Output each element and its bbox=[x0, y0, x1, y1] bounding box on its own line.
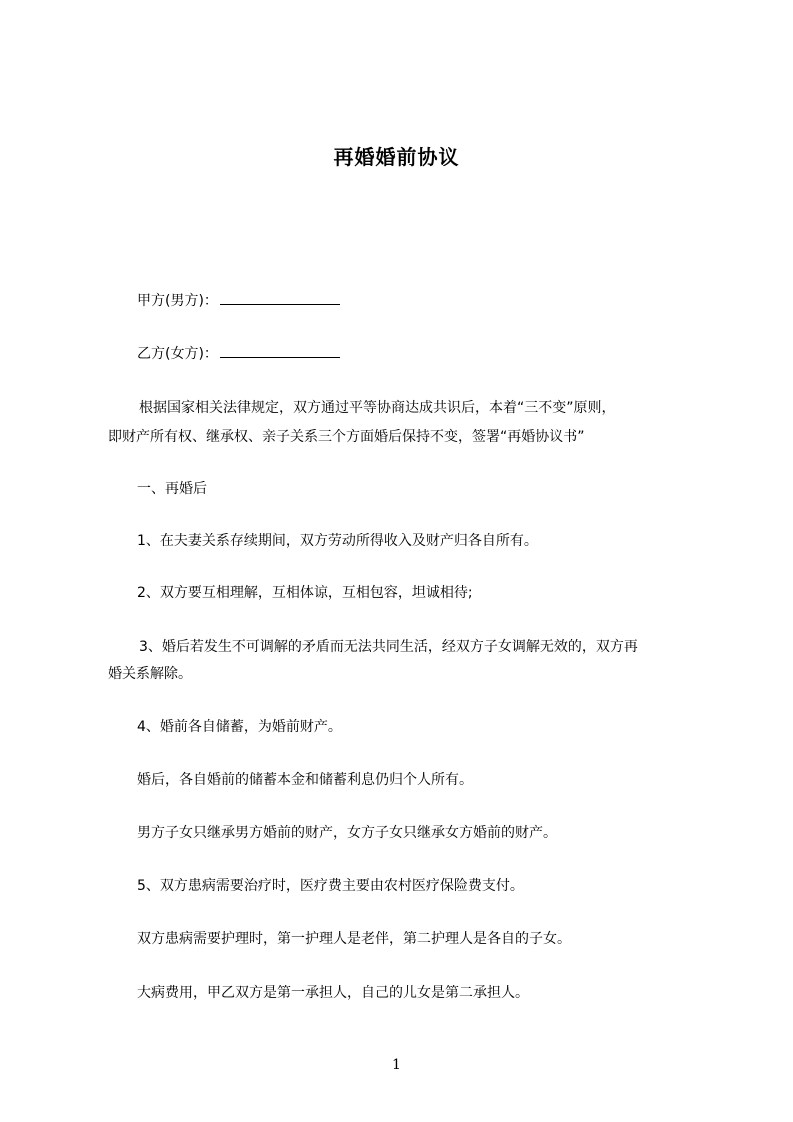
clause-1: 1、在夫妻关系存续期间，双方劳动所得收入及财产归各自所有。 bbox=[137, 533, 538, 549]
party-b-blank bbox=[220, 342, 340, 358]
party-b-label: 乙方(女方)： bbox=[137, 346, 218, 362]
clause-4: 4、婚前各自储蓄，为婚前财产。 bbox=[137, 719, 342, 735]
party-a-line bbox=[137, 289, 340, 313]
party-a-blank bbox=[220, 289, 340, 305]
clause-5-paragraph-3: 大病费用，甲乙双方是第一承担人，自己的儿女是第二承担人。 bbox=[137, 985, 529, 1001]
clause-3-line-2: 婚关系解除。 bbox=[108, 666, 192, 682]
clause-5: 5、双方患病需要治疗时，医疗费主要由农村医疗保险费支付。 bbox=[137, 878, 524, 894]
section-1-heading: 一、再婚后 bbox=[137, 481, 207, 497]
page-number: 1 bbox=[392, 1057, 401, 1073]
party-a-label: 甲方(男方)： bbox=[137, 293, 218, 309]
intro-line-1: 根据国家相关法律规定，双方通过平等协商达成共识后，本着“三不变”原则， bbox=[139, 400, 616, 416]
clause-4-paragraph-2: 婚后，各自婚前的储蓄本金和储蓄利息仍归个人所有。 bbox=[137, 772, 473, 788]
clause-5-paragraph-2: 双方患病需要护理时，第一护理人是老伴，第二护理人是各自的子女。 bbox=[137, 931, 571, 947]
party-b-line bbox=[137, 342, 340, 366]
intro-line-2: 即财产所有权、继承权、亲子关系三个方面婚后保持不变，签署“再婚协议书” bbox=[108, 429, 585, 445]
document-title: 再婚婚前协议 bbox=[333, 145, 460, 169]
clause-2: 2、双方要互相理解，互相体谅，互相包容，坦诚相待; bbox=[137, 585, 473, 601]
clause-4-paragraph-3: 男方子女只继承男方婚前的财产，女方子女只继承女方婚前的财产。 bbox=[137, 825, 557, 841]
clause-3-line-1: 3、婚后若发生不可调解的矛盾而无法共同生活，经双方子女调解无效的，双方再 bbox=[139, 639, 638, 655]
